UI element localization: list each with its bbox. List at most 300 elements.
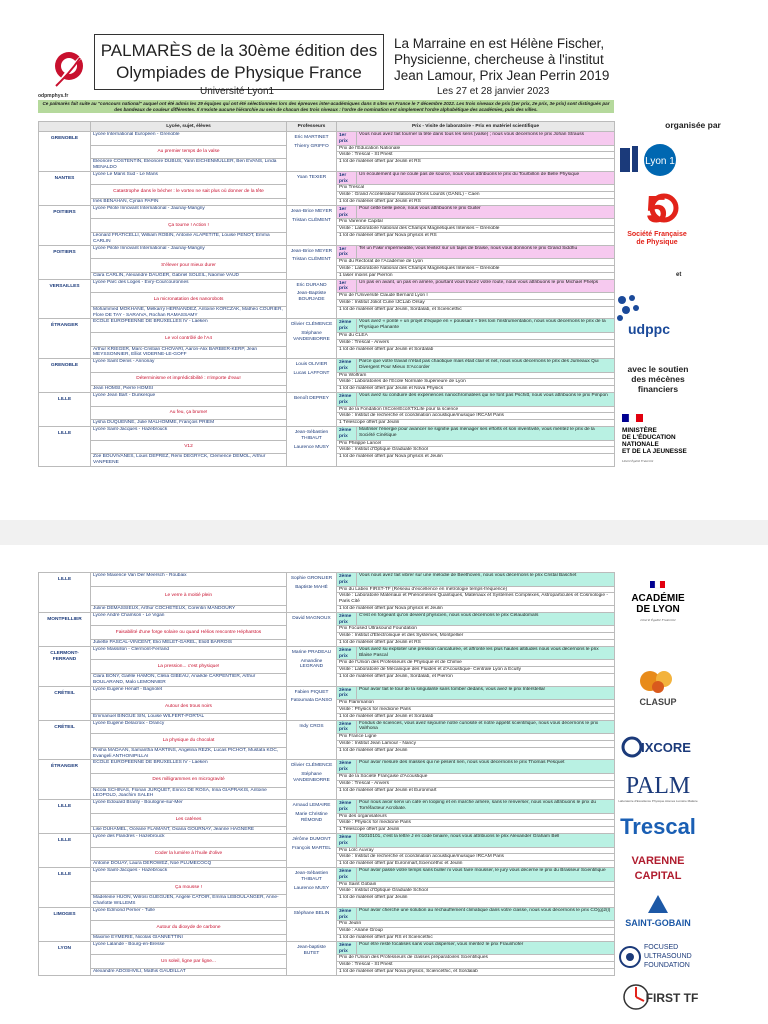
project-title: Des milligrammes en microgravité (91, 773, 287, 787)
prize-motto: Un pas en avant, un pas en arrière, pourtant vous tracez votre route, nous vous attribuons le prix Michael Phelps (357, 279, 615, 293)
city-cell: LILLE (39, 427, 91, 467)
prize-material: 1 lot de matériel offert par Euronmart,Sciencéthic et Jeulin (337, 861, 615, 868)
students-cell: Eléonore COSTENTIN, Eléonore DUBUS, Yann EICHENMULLER, Ben EVANS, Linda MENALDO (91, 159, 287, 172)
prize-motto: Vous avez su exploiter une pression caricaturée, et affronté les plus hautes altitudes nous vous décernons le prix Blaise Pascal (357, 646, 615, 660)
marraine-text (394, 36, 614, 84)
school-cell: Lycée Le Mans Sud - Le Mans (91, 171, 287, 185)
school-cell: Lycée Massillon - Clermont-Ferrand (91, 646, 287, 660)
professor-name: Stéphane VANDENBORRE (293, 772, 330, 783)
table-row (39, 941, 615, 955)
prize-motto: Vous nous avez fait tourner la tête dans tous les sens (valse) ; nous vous décernons le prix Johan Strauss (357, 132, 615, 146)
prize-visit: Visite : Laboratoire National des Champs Magnétiques Intenses – Grenoble (337, 265, 615, 272)
saint-gobain-logo (612, 891, 704, 931)
school-cell: Lycée Maxence Van Der Meersch - Roubaix (91, 573, 287, 587)
professors-cell (287, 907, 337, 941)
professor-name: Amandine LEGRAND (299, 658, 324, 670)
varenne-line: CAPITAL (634, 870, 682, 882)
prize-visit: Visite : Trescal - Anvers (337, 339, 615, 346)
table-header-row (39, 122, 615, 132)
professors-cell (287, 205, 337, 245)
city-cell: LYON (39, 941, 91, 975)
professor-name: Tristan CLÉMENT (292, 217, 331, 223)
rank-cell: 2ème prix (337, 720, 357, 734)
soutien-label (610, 364, 706, 394)
professors-cell (287, 686, 337, 720)
palmares-table-page-2 (38, 572, 615, 976)
trescal-logo (612, 811, 704, 841)
city-cell: CRÉTEIL (39, 720, 91, 760)
marraine-line: La Marraine en est Hélène Fischer, (394, 36, 605, 51)
table-row (39, 800, 615, 814)
prize-material: 1 lot de matériel offert par Jeulin et RS (337, 198, 615, 205)
professor-name: Sophie GRONLIER (290, 576, 333, 581)
prize-award: Prix de la Fondation IXCore/EcoXTXLife pour la science (337, 406, 615, 413)
intro-band: Ce palmarès fait suite au "concours national" auquel ont été admis les 29 équipes qui ont été sélectionnées lors des épreuves inter-académiques dans 5 sites en France le 7 décembre 2022. Les trois niveaux de prix (1er prix, 2e prix, 3e prix) sont distingués par des bandeaux de couleur différentes. Il n'existe aucune hiérarchie au sein de chacun des trois niveaux : l'ordre de nomination est simplement l'ordre alphabétique des académies, puis des villes. (38, 100, 614, 113)
prize-motto: Un écoulement qui ne coule pas de source, nous vous attribuons le prix du Tourbillon de Belle Physique (357, 171, 615, 185)
professor-name: Laurence MUSY (293, 885, 330, 891)
professors-cell (287, 834, 337, 868)
prize-motto: Pour avoir mesuré des masses qui ne pèsent rien, nous vous décernons le prix Thomas Pesquet (357, 760, 615, 774)
udppc-text: udppc (628, 321, 670, 337)
prize-material: 1 lot de matériel offert par Jeulin (337, 895, 615, 908)
sfp-mark-icon: 5 (646, 189, 668, 231)
professor-name: Stéphane VANDENBORRE (293, 331, 330, 342)
project-title: La micronatation des nanorobots (91, 293, 287, 307)
prize-material: 1 Télescope offert par Jeulin (337, 420, 615, 427)
school-cell: Lycée Edmond Perrier - Tulle (91, 907, 287, 921)
prize-award: Prix Focused Ultrasound Foundation (337, 626, 615, 633)
professor-name: Marie Christine RÉMOND (295, 811, 328, 823)
school-cell: Lycée Saint-Jacques - Hazebrouck (91, 868, 287, 882)
prize-visit: Visite : Institut d'Électronique et des Systèmes, Montpellier (337, 633, 615, 640)
rank-cell: 2ème prix (337, 427, 357, 441)
prize-motto: Pour nous avoir servi un café en looping et en marche arrière, sans le renverser, nous vous attribuons le prix du Torréfacteur Acrobate. (357, 800, 615, 814)
prize-motto: Pour avoir fait le tour de la singularité sans tomber dedans, vous avez le prix Interstellar (357, 686, 615, 700)
focused-line: ULTRASOUND (644, 953, 692, 960)
professors-cell (287, 279, 337, 319)
professors-cell (287, 868, 337, 908)
students-cell: Alexandre ADOSHVILI, Mathis GAUDILLAT (91, 969, 287, 976)
table-row (39, 686, 615, 700)
school-cell: Lycée André Chamson - Le Vigan (91, 612, 287, 626)
city-cell: POITIERS (39, 245, 91, 279)
project-title: Autour des trous noirs (91, 700, 287, 714)
prize-award: Prix Jeulin (337, 921, 615, 928)
professors-cell (287, 245, 337, 279)
prize-material: 1 lot de matériel offert par Jeulin et RS (337, 159, 615, 172)
professor-name: Fatoumata DANSO (290, 698, 333, 704)
saint-gobain-text: SAINT-GOBAIN (625, 918, 691, 928)
organised-by-label: organisée par (665, 120, 721, 130)
prize-award: Prix Varenne Capital (337, 219, 615, 226)
prize-award: Prix des organisateurs (337, 813, 615, 820)
prize-visit: Visite : Laboratoires de l'École Normale Supérieure de Lyon (337, 379, 615, 386)
ministere-logo (620, 414, 710, 485)
prize-award: Prix Philippe Lancel (337, 440, 615, 447)
professors-cell (287, 720, 337, 760)
svg-text:Liberté Égalité Fraternité: Liberté Égalité Fraternité (640, 618, 676, 622)
rank-cell: 2ème prix (337, 393, 357, 407)
city-cell: VERSAILLES (39, 279, 91, 319)
ministere-line: NATIONALE (622, 441, 659, 448)
sfp-logo (616, 186, 698, 250)
professor-name: Jean-Baptiste BOURJADE (296, 291, 327, 303)
prize-award: Prix Trescal (337, 185, 615, 192)
project-title: La pression... c'est physique! (91, 660, 287, 674)
prize-visit: Visite : Institut de recherche et coordination acoustique/musique IRCAM Paris (337, 413, 615, 420)
title-box (94, 34, 384, 90)
city-cell: LILLE (39, 573, 91, 613)
focused-line: FOUNDATION (644, 962, 690, 969)
school-cell: Lycée Edouard Branly - Boulogne-sur-Mer (91, 800, 287, 814)
city-cell: CLERMONT-FERRAND (39, 646, 91, 686)
title-line-1: PALMARÈS de la 30ème édition des (100, 41, 378, 60)
prize-motto: Pour avoir passé votre temps sans buller ni vous faire mousser, le jury vous décerne le prix du Brasseur Scientifique (357, 868, 615, 882)
page-gap (0, 520, 768, 545)
table-row (39, 573, 615, 587)
prize-motto: Vous nous avez fait vibrer sur une mélodie de Beethoven, nous vous décernons le prix Cristal Baschet (357, 573, 615, 587)
prize-award: Prix de l'Union des Professeurs de Physique et de Chimie (337, 660, 615, 667)
professor-name: Yoan TEXIER (296, 174, 327, 180)
professors-cell (287, 359, 337, 393)
city-cell: LILLE (39, 868, 91, 908)
school-cell: Lycée Lalande - Bourg-en-Bresse (91, 941, 287, 955)
students-cell: Clara CARLIN, Alexandre DAUGER, Gabriel SOLEIL, Naomie VAUD (91, 272, 287, 279)
varenne-capital-logo (612, 851, 704, 885)
prize-material: 1 laser moins par Pierron (337, 272, 615, 279)
professor-name: Jean-Brice MEYER (290, 208, 333, 214)
project-title: Le vol contrôlé de l'A4 (91, 332, 287, 346)
school-cell: ÉCOLE EUROPÉENNE DE BRUXELLES IV - Laeken (91, 319, 287, 333)
prize-motto: Tel un Fakir imperméable, vous lévitez sur un tapis de braise, nous vous donnons le prix Grand Siddhu (357, 245, 615, 259)
ministere-line: DE L'ÉDUCATION (622, 434, 676, 441)
students-cell: Jean HOMSI, Pierre HOMSI (91, 386, 287, 393)
prize-award: Prix de la Société Française d'Acoustique (337, 773, 615, 780)
sfp-line-2: de Physique (636, 239, 678, 246)
table-row (39, 907, 615, 921)
varenne-line: VARENNE (631, 855, 685, 867)
students-cell: Léonard FRATICELLI, William ROBIN, Antoine ALAPETITE, Louise PENOT, Emma CARLIN (91, 232, 287, 245)
prize-material: 1 lot de matériel offert par Nova physics et Jeulin (337, 605, 615, 612)
school-cell: Lycée Saint Denis - Annonay (91, 359, 287, 373)
rank-cell: 2ème prix (337, 319, 357, 333)
project-title: Déterminisme et imprédictibilité : n'importe d'eau! (91, 372, 287, 386)
project-title: La physique du chocolat (91, 734, 287, 748)
soutien-line: des mécènes (631, 374, 685, 384)
professor-name: François MARTEL (291, 845, 332, 851)
prize-visit: Visite : Ariane Group (337, 928, 615, 935)
professor-name: Benoît DEPREY (294, 396, 329, 402)
city-cell: CRÉTEIL (39, 686, 91, 720)
rank-cell: 1er prix (337, 205, 357, 219)
ministere-line: ET DE LA JEUNESSE (622, 448, 687, 455)
city-cell: ÉTRANGER (39, 760, 91, 800)
academie-lyon-logo (612, 581, 704, 625)
professor-name: Fabien PIQUET (294, 689, 329, 695)
school-cell: Lycée Eugène Delacroix - Drancy (91, 720, 287, 734)
city-cell: GRENOBLE (39, 132, 91, 172)
trescal-text: Trescal (620, 814, 696, 839)
lyon1-text: Lyon 1 (645, 156, 675, 167)
prize-material: 1 lot de matériel offert par Jeulin et Nova Physics (337, 386, 615, 393)
table-row (39, 720, 615, 734)
ministere-line: MINISTÈRE (622, 427, 657, 434)
school-cell: Lycée Pilote Innovant International - Jaunay-Marigny (91, 205, 287, 219)
city-cell: POITIERS (39, 205, 91, 245)
professors-cell (287, 171, 337, 205)
page-2 (0, 545, 768, 1024)
prize-motto: Pour cette belle pièce, nous vous attribuons le prix Guiter (357, 205, 615, 219)
rank-cell: 2ème prix (337, 686, 357, 700)
prize-motto: Maîtriser l'énergie pour avancer ne signifie pas ménager ses efforts et son inventivité, vous méritez le prix de la Société Cinétique (357, 427, 615, 441)
prize-material: 1 lot de matériel offert par Jeulin et Sordalab (337, 713, 615, 720)
city-cell: LILLE (39, 834, 91, 868)
professors-cell (287, 941, 337, 975)
professors-cell (287, 427, 337, 467)
focused-line: FOCUSED (644, 944, 679, 951)
school-cell: Lycée Saint-Jacques - Hazebrouck (91, 427, 287, 441)
prize-visit: Visite : Trescal - Anvers (337, 780, 615, 787)
dates-label: Les 27 et 28 janvier 2023 (437, 86, 550, 97)
website-label: odpmphys.fr (38, 93, 69, 99)
students-cell: Prisha MADAAN, Samantha MARTINS, Angelina REZK, Lucas PICHOT, Mustafa KOC, Evangeli ANTHONIPILLAI (91, 747, 287, 760)
project-title: Ça tourne ! Action ! (91, 219, 287, 233)
prize-visit: Visite : Laboratoire Matériaux et Phénomènes Quantiques, Matériaux et Systèmes Complexes, Astroparticules et Cosmologie - Paris Cité (337, 593, 615, 606)
udppc-logo (612, 290, 692, 338)
rank-cell: 3ème prix (337, 760, 357, 774)
prize-visit: Visite : Institut Joliot Curie IJCLab Orsay (337, 299, 615, 306)
professor-name: Jean-Sébastien THIBAUT (294, 430, 329, 441)
table-row (39, 171, 615, 185)
prize-award: Prix de l'Éducation Nationale (337, 145, 615, 152)
professors-cell (287, 573, 337, 613)
clasup-text: CLASUP (639, 697, 677, 707)
rank-cell: 1er prix (337, 279, 357, 293)
lyon1-logo (614, 138, 696, 182)
project-title: Au premier temps de la valse (91, 145, 287, 159)
professor-name: Laurence MUSY (293, 444, 330, 450)
title-line-2: Olympiades de Physique France (116, 63, 362, 82)
table-row (39, 205, 615, 219)
prize-motto: Pour avoir cherché une solution au réchauffement climatique dans votre classe, nous vous décernons le prix CO(g)2(l) (357, 907, 615, 921)
prize-visit: Visite : Institut d'Optique Graduate School (337, 447, 615, 454)
rank-cell: 1er prix (337, 132, 357, 146)
prize-material: 1 lot de matériel offert par Jeulin et RS (337, 639, 615, 646)
first-tf-logo (612, 977, 704, 1017)
project-title: Catastrophe dans le bécher : le vortex ne sait plus où donner de la tête (91, 185, 287, 199)
table-row (39, 427, 615, 441)
professors-cell (287, 760, 337, 800)
professor-name: Louis OLIVIER (295, 362, 328, 368)
city-cell: LILLE (39, 800, 91, 834)
prize-award: Prix Loïc Auvray (337, 847, 615, 854)
sfp-line-1: Société Française (627, 231, 687, 238)
header-students: Lycée, sujet, élèves (91, 122, 287, 132)
header-prizes: Prix - Visite de laboratoire - Prix en matériel scientifique (337, 122, 615, 132)
prize-material: 1 lot de matériel offert par Jeulin, Sordalab, et Pierron (337, 673, 615, 686)
professors-cell (287, 646, 337, 686)
prize-material: 1 Télescope offert par Jeulin (337, 827, 615, 834)
prize-material: 1 lot de matériel offert par Nova physics et Jeulin (337, 454, 615, 467)
professors-cell (287, 393, 337, 427)
professors-cell (287, 319, 337, 359)
school-cell: Lycée Jean Bart - Dunkerque (91, 393, 287, 407)
rank-cell: 2ème prix (337, 359, 357, 373)
students-cell: Madeleine HUON, Wilrosi GUÉGUEN, Angèle CATOIR, Emma LEBOULANGER, Anne-Charlotte WILLEMS (91, 895, 287, 908)
rank-cell: 3ème prix (337, 834, 357, 848)
ixcore-text: IXCORE (641, 740, 691, 755)
prize-material: 1 lot de matériel offert par Nova physics, Sciencéthic, et Sordalab (337, 969, 615, 976)
professor-name: David MAGNOUX (292, 615, 331, 621)
marraine-line: Jean Lamour, Prix Jean Perrin 2019 (394, 68, 610, 83)
project-title: Autour du dioxyde de carbone (91, 921, 287, 935)
palm-text: PALM (625, 773, 691, 799)
academie-line: DE LYON (636, 604, 680, 615)
students-cell: Mohammed MOKHANE, Melkarry HERNANDEZ, Antoine KORCZAK, Mathéo COURIER, Flore DE TAY - SARAIVA, Rochan RAMASSAMY (91, 306, 287, 319)
prize-award: Prix Flammarion (337, 700, 615, 707)
prize-award: Prix du Rectorat de l'Académie de Lyon (337, 259, 615, 266)
professors-cell (287, 800, 337, 834)
project-title: Faisabilité d'une forge solaire ou quand Hélios rencontre Héphaïstos (91, 626, 287, 640)
header-city (39, 122, 91, 132)
school-cell: Lycée Pilote Innovant International - Jaunay-Marigny (91, 245, 287, 259)
prize-visit: Visite : Laboratoire de Mécanique des Fluides et d'Acoustique- Centrale Lyon à Ecully (337, 667, 615, 674)
prize-motto: C'est en forgeant qu'on devient physicien, nous vous décernons le prix Célaudomaïs (357, 612, 615, 626)
table-row (39, 132, 615, 146)
prize-award: Prix du CLEA (337, 332, 615, 339)
rank-cell: 1er prix (337, 245, 357, 259)
city-cell: ÉTRANGER (39, 319, 91, 359)
professor-name: Baptiste MAHÉ (295, 584, 328, 590)
project-title: Coder la lumière à l'huile d'olive (91, 847, 287, 861)
prize-visit: Visite : Trescal - St Priest (337, 152, 615, 159)
rank-cell: 3ème prix (337, 907, 357, 921)
prize-motto: Pour être resté focalisés sans vous disperser, vous méritez le prix Fraunhofer (357, 941, 615, 955)
prize-material: 1 lot de matériel offert par Nova physics et RS (337, 232, 615, 245)
professor-name: Thierry GRIFFO (294, 143, 329, 149)
table-row (39, 646, 615, 660)
project-title: Au feu, ça brume! (91, 406, 287, 420)
professor-name: Jérôme DUMONT (292, 837, 331, 843)
soutien-line: avec le soutien (627, 364, 689, 374)
professor-name: Jean-baptiste BUTET (297, 944, 326, 956)
prize-motto: 01010101, c'est la lettre J en code binaire, nous vous attribuons le prix Alexander Graham Bell (357, 834, 615, 848)
professor-name: Olivier CLÉMENCE (290, 763, 333, 769)
table-row (39, 359, 615, 373)
project-title: Ça mousse ! (91, 881, 287, 895)
students-cell: Lise DUHAMEL, Océane FLAMANT, Oxana GOURNAY, Jeanne HAGNERÉ (91, 827, 287, 834)
rank-cell: 1er prix (337, 171, 357, 185)
prize-material: 1 lot de matériel offert par Jeulin (337, 747, 615, 760)
palmares-table-page-1 (38, 121, 615, 467)
prize-material: 1 lot de matériel offert par Jeulin et Sordalab (337, 346, 615, 359)
prize-visit: Visite : Institut de recherche et coordination acoustique/musique IRCAM Paris (337, 854, 615, 861)
city-cell: MONTPELLIER (39, 612, 91, 646)
svg-text:Laboratoire d'Excellence Physi: Laboratoire d'Excellence Physique Atomes Lumière Matière (618, 799, 698, 803)
prize-motto: Vous avez su conduire des expériences nanochromatées qui ne font pas Pschitt, nous vous attribuons le prix Pimpon (357, 393, 615, 407)
first-tf-text: FIRST TF (645, 991, 699, 1005)
professor-name: Jean-Brice MEYER (290, 248, 333, 254)
table-row (39, 319, 615, 333)
rank-cell: 3ème prix (337, 800, 357, 814)
prize-visit: Visite : Physics for medicine Paris (337, 706, 615, 713)
professor-name: Olivier CLÉMENCE (290, 322, 333, 328)
students-cell: Inès BENAHAN, Cyrian PAPIN (91, 198, 287, 205)
rank-cell: 3ème prix (337, 868, 357, 882)
table-row (39, 834, 615, 848)
prize-award: Prix de l'Union des Professeurs de classes préparatoires Scientifiques (337, 955, 615, 962)
prize-visit: Visite : Institut d'Optique Graduate School (337, 888, 615, 895)
city-cell: NANTES (39, 171, 91, 205)
professor-name: Indy CROS (299, 723, 324, 729)
rank-cell: 2ème prix (337, 612, 357, 626)
prize-motto: Parce que votre travail n'était pas chaotique mais était clair et net, nous vous décernons le prix des Jumeaux Qui Divergent Pour Mieux S'Accorder (357, 359, 615, 373)
students-cell: Zoé BOUVIVANES, Louis DEPREZ, Rémi DEGRYCK, Clémence DEMOL, Arthur VANPEENE (91, 454, 287, 467)
students-cell: Arthur KRIEGER, Marc-Cristian CHOVARI, Aaron-Alix BARBIER-KERP, Jean MEYSSONNIER, Elliot VIDERNE-LE-GOFF (91, 346, 287, 359)
project-title: Les caténes (91, 813, 287, 827)
school-cell: Lycée Parc des Loges - Evry-Courcouronnes (91, 279, 287, 293)
palm-logo (612, 767, 704, 807)
students-cell: Clara BONY, Gaëlle HAMON, Clélia GIBEAU, Anaëde CARPENTIER, Arthur BOULARAND, Malo LEMONNIER (91, 673, 287, 686)
school-cell: Lycée des Flandres - Hazebrouck (91, 834, 287, 848)
focused-ultrasound-logo (612, 935, 704, 979)
prize-award: Prix France Ligne (337, 734, 615, 741)
professor-name: Arnaud LEMAIRE (292, 803, 331, 809)
professor-name: Tristan CLÉMENT (292, 257, 331, 263)
prize-award: Prix du Labex FIRST-TF (Réseau d'excellence en métrologie temps-fréquence) (337, 586, 615, 593)
project-title: Un soleil, ligne par ligne... (91, 955, 287, 969)
table-row (39, 393, 615, 407)
project-title: Le verre à moitié plein (91, 586, 287, 605)
professor-name: Jean-Sébastien THIBAUT (294, 871, 329, 882)
prize-award: Prix Wolfram (337, 372, 615, 379)
olympiades-logo-icon (50, 48, 88, 88)
students-cell: Emmanuel BINGUE SIN, Louise WILFERT-PORTAL (91, 713, 287, 720)
prize-motto: Vous avez « ponté » un projet d'équipe en « poussant » très loin l'instrumentation, nous vous décernons le prix de la Physique Planante (357, 319, 615, 333)
city-cell: LIMOGES (39, 907, 91, 941)
project-title: V12 (91, 440, 287, 454)
header-professors: Professeurs (287, 122, 337, 132)
prize-visit: Visite : Physics for medicine Paris (337, 820, 615, 827)
rank-cell: 2ème prix (337, 573, 357, 587)
students-cell: Maxime EYMERIE, Nicolas GIANNETTINI (91, 935, 287, 942)
professor-name: Marine PRADEAU (291, 649, 332, 655)
marraine-line: Physicienne, chercheuse à l'institut (394, 52, 604, 67)
prize-material: 1 lot de matériel offert par RS et Sciencéthic (337, 935, 615, 942)
ixcore-logo (612, 731, 704, 761)
prize-visit: Visite : Laboratoire National des Champs Magnétiques Intenses – Grenoble (337, 226, 615, 233)
project-title: S'élever pour mieux durer (91, 259, 287, 273)
city-cell: LILLE (39, 393, 91, 427)
professor-name: Eric MARTINET (294, 135, 329, 140)
professor-name: Lucas LAFFONT (293, 370, 330, 376)
prize-material: 1 lot de matériel offert par Jeulin, Sordalab, et Sciencethic (337, 306, 615, 319)
students-cell: Antoine DOUAY, Laura DEROWEZ, Noé PLUMECOCQ (91, 861, 287, 868)
prize-award: Prix de l'Université Claude Bernard Lyon I (337, 293, 615, 300)
students-cell: Juline DEMASSIEUX, Arthur COCHETEUX, Corentin MANDOURY (91, 605, 287, 612)
school-cell: ÉCOLE EUROPÉENNE DE BRUXELLES IV - Laeken (91, 760, 287, 774)
rank-cell: 2ème prix (337, 646, 357, 660)
soutien-line: financiers (637, 384, 679, 394)
clasup-logo (612, 665, 704, 709)
prize-visit: Visite : Grand Accélérateur National d'Ions Lourds (GANIL) - Caen (337, 192, 615, 199)
table-row (39, 279, 615, 293)
students-cell: Nicola SCHINAS, Florian JURQUET, Enrico DE ROSA, Irina GIAPRAKIS, Antoine LEOPOLD, Joachim SALEH (91, 787, 287, 800)
table-row (39, 612, 615, 626)
prize-visit: Visite : Institut Jean Lamour - Nancy (337, 740, 615, 747)
school-cell: Lycée International Européen - Grenoble (91, 132, 287, 146)
city-cell: GRENOBLE (39, 359, 91, 393)
